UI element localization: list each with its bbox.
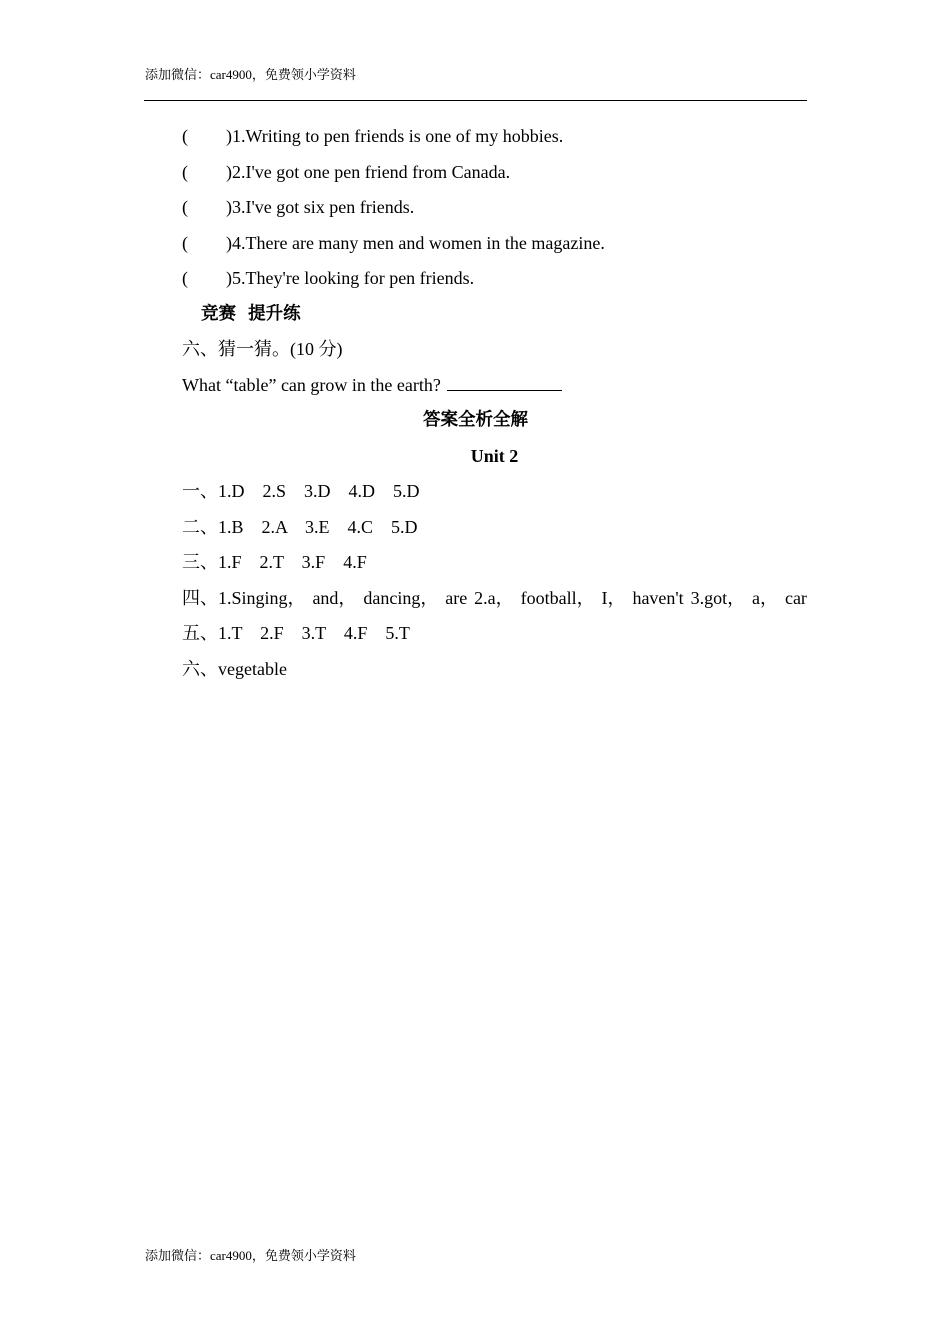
- answer-word: a，: [752, 587, 779, 608]
- answer-line-6: 六、vegetable: [182, 658, 287, 679]
- answer-blank: [447, 370, 562, 391]
- item-text: )3.I've got six pen friends.: [226, 197, 415, 217]
- answer-paren: (: [182, 232, 188, 253]
- answer-paren: (: [182, 197, 188, 217]
- answer-line-4: [182, 581, 807, 617]
- true-false-item-2: [182, 155, 807, 191]
- riddle-question: What “table” can grow in the earth?: [182, 374, 441, 395]
- answers-unit: Unit 2: [470, 445, 519, 466]
- answer-word: 四、1.Singing，: [182, 587, 306, 608]
- answer-word: haven't: [632, 587, 684, 608]
- item-text: )5.They're looking for pen friends.: [226, 268, 475, 288]
- true-false-item-1: [182, 119, 807, 155]
- answer-paren: (: [182, 268, 188, 288]
- competition-heading: 竞赛 提升练: [201, 303, 301, 324]
- answer-line-5: 五、1.T 2.F 3.T 4.F 5.T: [182, 623, 410, 643]
- item-text: )2.I've got one pen friend from Canada.: [226, 161, 511, 182]
- page-header: 添加微信：car4900，免费领小学资料: [145, 67, 356, 82]
- answer-word: and，: [312, 587, 357, 608]
- answer-word: car: [784, 587, 807, 608]
- answer-line-3: 三、1.F 2.T 3.F 4.F: [182, 552, 367, 572]
- answers-title: 答案全析全解: [423, 410, 528, 430]
- true-false-item-5: [182, 261, 807, 297]
- answer-paren: (: [182, 161, 188, 182]
- riddle-question-line: [182, 368, 807, 404]
- section-6-title: 六、猜一猜。(10 分): [182, 339, 343, 359]
- item-text: )4.There are many men and women in the magazine.: [226, 232, 605, 253]
- answer-word: 2.a，: [474, 587, 514, 608]
- answer-line-1: 一、1.D 2.S 3.D 4.D 5.D: [182, 481, 420, 501]
- answer-paren: (: [182, 126, 188, 146]
- document-body: [182, 119, 807, 687]
- true-false-item-4: [182, 226, 807, 262]
- page-footer: 添加微信：car4900，免费领小学资料: [145, 1248, 356, 1263]
- true-false-item-3: [182, 190, 807, 226]
- answer-word: are: [445, 587, 468, 608]
- answer-word: football，: [520, 587, 595, 608]
- answer-word: 3.got，: [690, 587, 746, 608]
- item-text: )1.Writing to pen friends is one of my hobbies.: [226, 126, 564, 146]
- answer-line-2: 二、1.B 2.A 3.E 4.C 5.D: [182, 516, 418, 537]
- answer-word: dancing，: [363, 587, 439, 608]
- answer-word: I，: [601, 587, 626, 608]
- header-divider: [144, 100, 807, 101]
